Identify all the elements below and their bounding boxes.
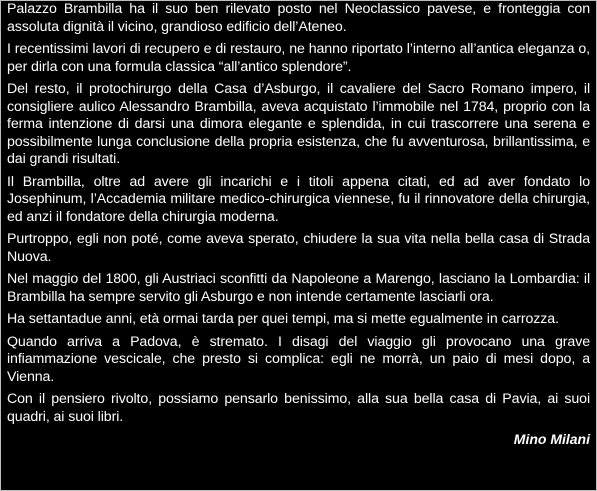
paragraph-1: Palazzo Brambilla ha il suo ben rilevato posto nel Neoclassico pavese, e fronteggia con assoluta dignità il vicino, grandioso edificio dell’Ateneo.	[7, 1, 590, 35]
paragraph-9: Con il pensiero rivolto, possiamo pensarlo benissimo, alla sua bella casa di Pavia, ai suoi quadri, ai suoi libri.	[7, 391, 590, 425]
paragraph-2: I recentissimi lavori di recupero e di restauro, ne hanno riportato l’interno all’antica eleganza o, per dirla con una formula classica “all’antico splendore”.	[7, 41, 590, 75]
paragraph-6: Nel maggio del 1800, gli Austriaci sconfitti da Napoleone a Marengo, lasciano la Lombardia: il Brambilla ha sempre servito gli Asburgo e non intende certamente lasciarli ora.	[7, 271, 590, 305]
paragraph-8: Quando arriva a Padova, è stremato. I disagi del viaggio gli provocano una grave infiammazione vescicale, che presto si complica: egli ne morrà, un paio di mesi dopo, a Vienna.	[7, 333, 590, 385]
author-signature: Mino Milani	[513, 431, 590, 447]
paragraph-7: Ha settantadue anni, età ormai tarda per quei tempi, ma si mette egualmente in carrozza.	[7, 311, 559, 327]
paragraph-3: Del resto, il protochirurgo della Casa d’Asburgo, il cavaliere del Sacro Romano impero, il consigliere aulico Alessandro Brambilla, aveva acquistato l’immobile nel 1784, proprio con la ferma intenzione di darsi una dimora elegante e splendida, in cui trascorrere una serena e possibilmente lunga conclusione della propria esistenza, che fu avventurosa, brillantissima, e dai grandi risultati.	[7, 81, 590, 167]
paragraph-4: Il Brambilla, oltre ad avere gli incarichi e i titoli appena citati, ed ad aver fondato lo Josephinum, l’Accademia militare medico-chirurgica viennese, fu il rinnovatore della chirurgia, ed anzi il fondatore della chirurgia moderna.	[7, 173, 590, 225]
paragraph-5: Purtroppo, egli non poté, come aveva sperato, chiudere la sua vita nella bella casa di Strada Nuova.	[7, 231, 590, 265]
